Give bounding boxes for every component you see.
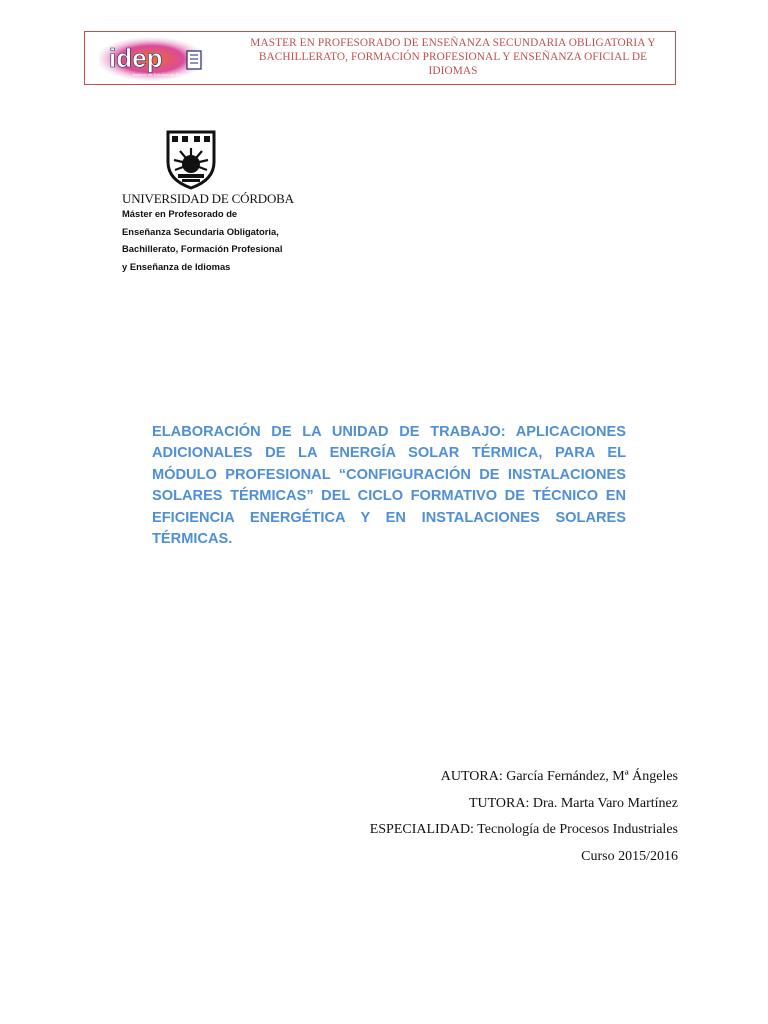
course-line: Curso 2015/2016 [581,848,678,864]
header-box [84,31,676,85]
author-line: AUTORA: García Fernández, Mª Ángeles [440,769,678,784]
book-icon [187,51,201,69]
university-program-line: Enseñanza Secundaria Obligatoria, [122,225,279,237]
header-title-line: MASTER EN PROFESORADO DE ENSEÑANZA SECUNDARIA OBLIGATORIA Y [250,37,656,49]
university-program [122,205,302,275]
idep-logo-text: idep [109,43,163,73]
header-title [235,36,671,78]
university-block [122,128,302,275]
specialty-line: ESPECIALIDAD: Tecnología de Procesos Industriales [369,822,678,837]
credits-block [370,764,678,870]
university-program-line: Bachillerato, Formación Profesional [122,243,283,254]
idep-logo [99,37,209,81]
university-name: UNIVERSIDAD DE CÓRDOBA [122,191,294,206]
university-program-line: Máster en Profesorado de [122,208,238,219]
header-title-line: IDIOMAS [428,65,478,77]
header-title-line: BACHILLERATO, FORMACIÓN PROFESIONAL Y ENSEÑANZA OFICIAL DE [258,51,648,63]
tutor-line: TUTORA: Dra. Marta Varo Martínez [468,795,678,811]
university-crest-icon [162,128,220,190]
idep-logo-subtext: Instituto de Estudios de Posgrado [133,72,193,77]
document-title: ELABORACIÓN DE LA UNIDAD DE TRABAJO: APLICACIONES ADICIONALES DE LA ENERGÍA SOLAR TÉRMICA, PARA EL MÓDULO PROFESIONAL “CONFIGURACIÓN DE INSTALACIONES SOLARES TÉRMICAS” DEL CICLO FORMATIVO DE TÉCNICO EN EFICIENCIA ENERGÉTICA Y EN INSTALACIONES SOLARES TÉRMICAS. [152,424,626,548]
university-program-line: y Enseñanza de Idiomas [122,260,231,272]
